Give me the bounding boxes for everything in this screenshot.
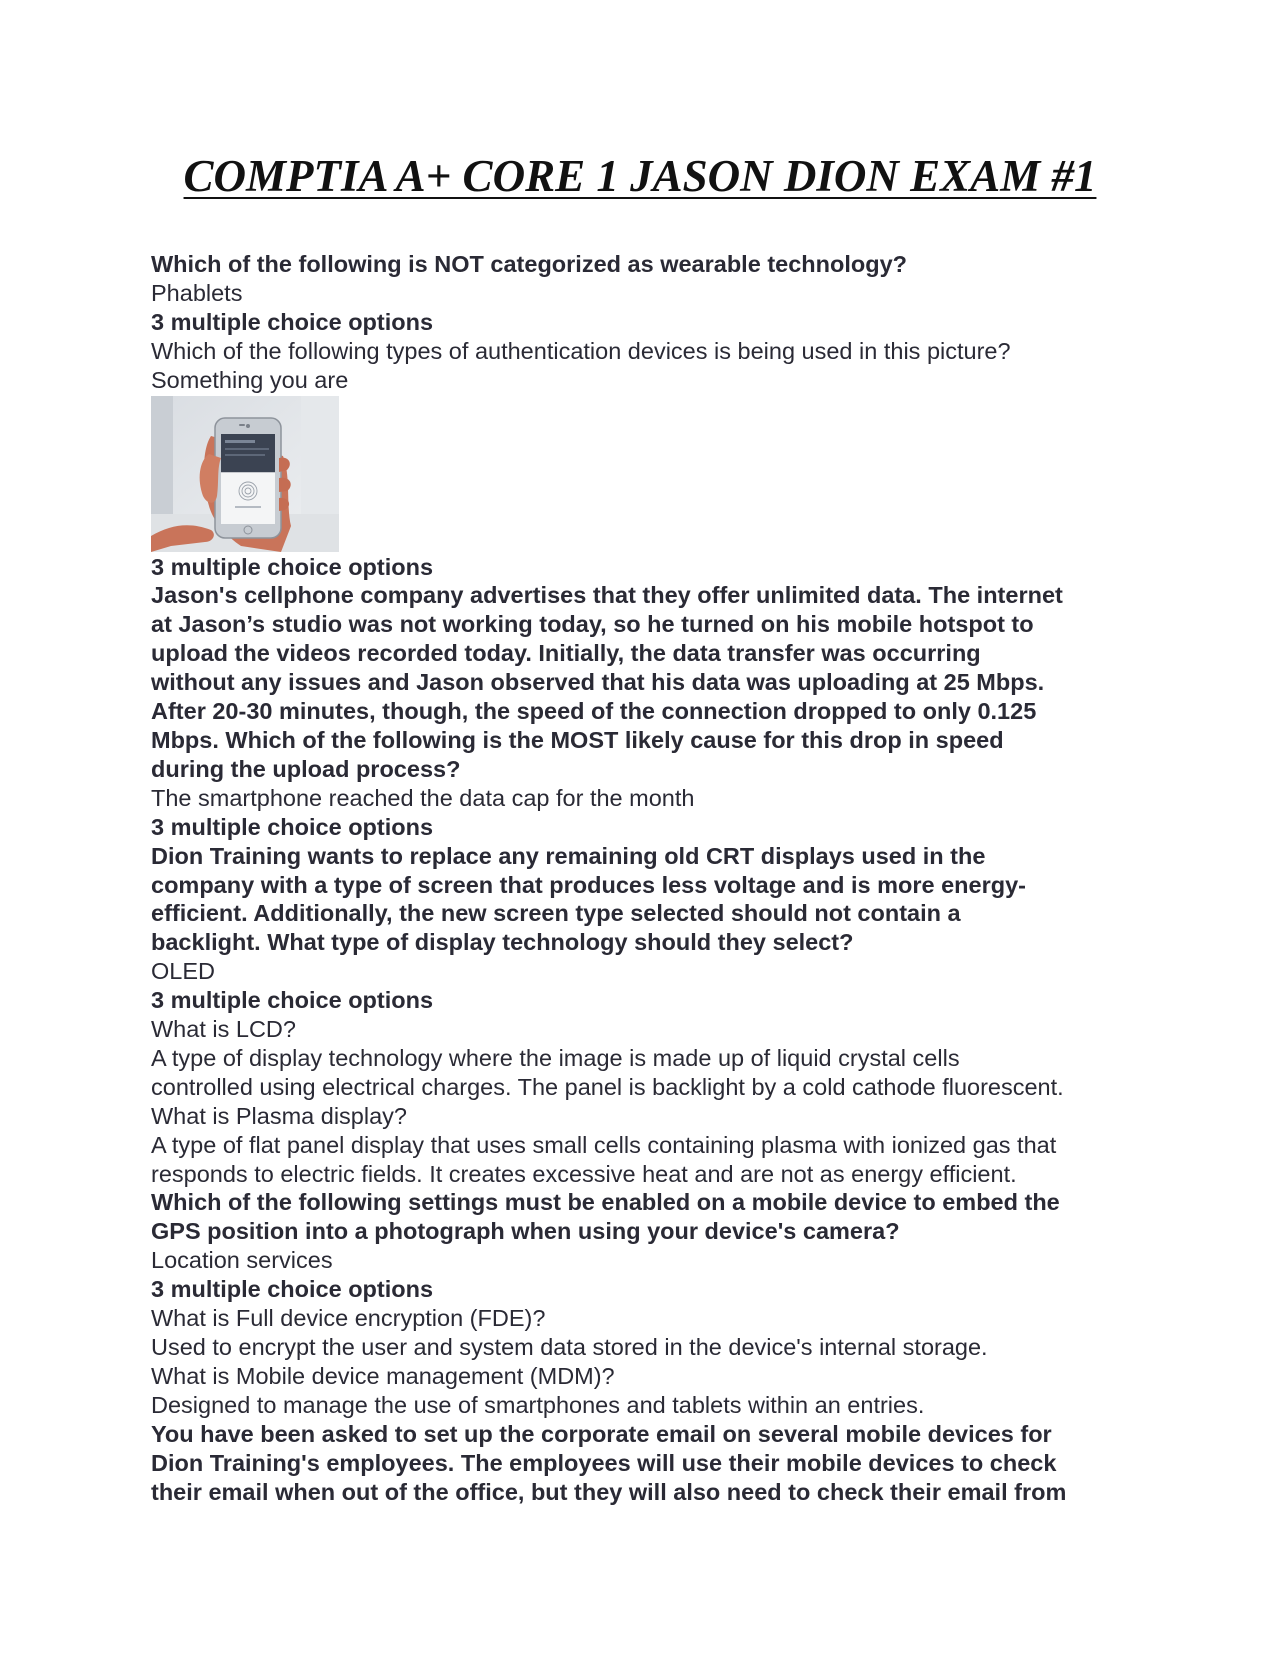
options-note: 3 multiple choice options (151, 813, 434, 840)
question-text-line: You have been asked to set up the corporate email on several mobile devices for (151, 1420, 1052, 1447)
question-text-line: After 20-30 minutes, though, the speed of the connection dropped to only 0.125 (151, 698, 1037, 725)
term-definition-line: A type of display technology where the image is made up of liquid crystal cells (151, 1044, 960, 1071)
question-text-line: at Jason’s studio was not working today, so he turned on his mobile hotspot to (151, 611, 1034, 638)
term-question: What is LCD? (151, 1016, 296, 1043)
answer-text: OLED (151, 958, 215, 985)
question-text-line: Jason's cellphone company advertises that they offer unlimited data. The internet (151, 582, 1063, 609)
question-text-line: efficient. Additionally, the new screen type selected should not contain a (151, 900, 961, 927)
term-question: What is Mobile device management (MDM)? (151, 1362, 615, 1389)
term-question: What is Plasma display? (151, 1102, 407, 1129)
question-text-line: Dion Training's employees. The employees will use their mobile devices to check (151, 1449, 1057, 1476)
question-text: Which of the following is NOT categorized as wearable technology? (151, 251, 908, 277)
question-text-line: Which of the following settings must be enabled on a mobile device to embed the (151, 1189, 1060, 1216)
answer-text: The smartphone reached the data cap for the month (151, 784, 695, 811)
answer-text: Phablets (151, 279, 243, 306)
question-text-line: backlight. What type of display technology should they select? (151, 929, 854, 956)
question-text-line: company with a type of screen that produces less voltage and is more energy- (151, 871, 1026, 898)
options-note: 3 multiple choice options (151, 308, 434, 335)
term-question: What is Full device encryption (FDE)? (151, 1305, 546, 1332)
question-text-line: their email when out of the office, but they will also need to check their email from (151, 1478, 1067, 1505)
answer-text: Something you are (151, 366, 349, 393)
answer-text: Location services (151, 1247, 333, 1274)
term-definition: Designed to manage the use of smartphones and tablets within an entries. (151, 1391, 925, 1418)
question-text: Which of the following types of authentication devices is being used in this picture? (151, 337, 1011, 364)
document-title: COMPTIA A+ CORE 1 JASON DION EXAM #1 (183, 151, 1097, 201)
question-text-line: GPS position into a photograph when using your device's camera? (151, 1218, 900, 1245)
term-definition-line: responds to electric fields. It creates excessive heat and are not as energy efficient. (151, 1160, 1017, 1187)
term-definition-line: A type of flat panel display that uses small cells containing plasma with ionized gas that (151, 1131, 1057, 1158)
options-note: 3 multiple choice options (151, 987, 434, 1014)
document-body (151, 250, 1141, 1506)
term-definition: Used to encrypt the user and system data stored in the device's internal storage. (151, 1334, 988, 1360)
question-text-line: during the upload process? (151, 755, 461, 782)
question-text-line: without any issues and Jason observed that his data was uploading at 25 Mbps. (151, 669, 1045, 696)
fingerprint-phone-photo (151, 396, 339, 552)
term-definition-line: controlled using electrical charges. The panel is backlight by a cold cathode fluorescent. (151, 1073, 1064, 1100)
question-text-line: Dion Training wants to replace any remaining old CRT displays used in the (151, 842, 986, 869)
question-text-line: Mbps. Which of the following is the MOST likely cause for this drop in speed (151, 726, 1004, 753)
options-note: 3 multiple choice options (151, 553, 434, 580)
options-note: 3 multiple choice options (151, 1276, 434, 1303)
question-text-line: upload the videos recorded today. Initially, the data transfer was occurring (151, 640, 981, 667)
